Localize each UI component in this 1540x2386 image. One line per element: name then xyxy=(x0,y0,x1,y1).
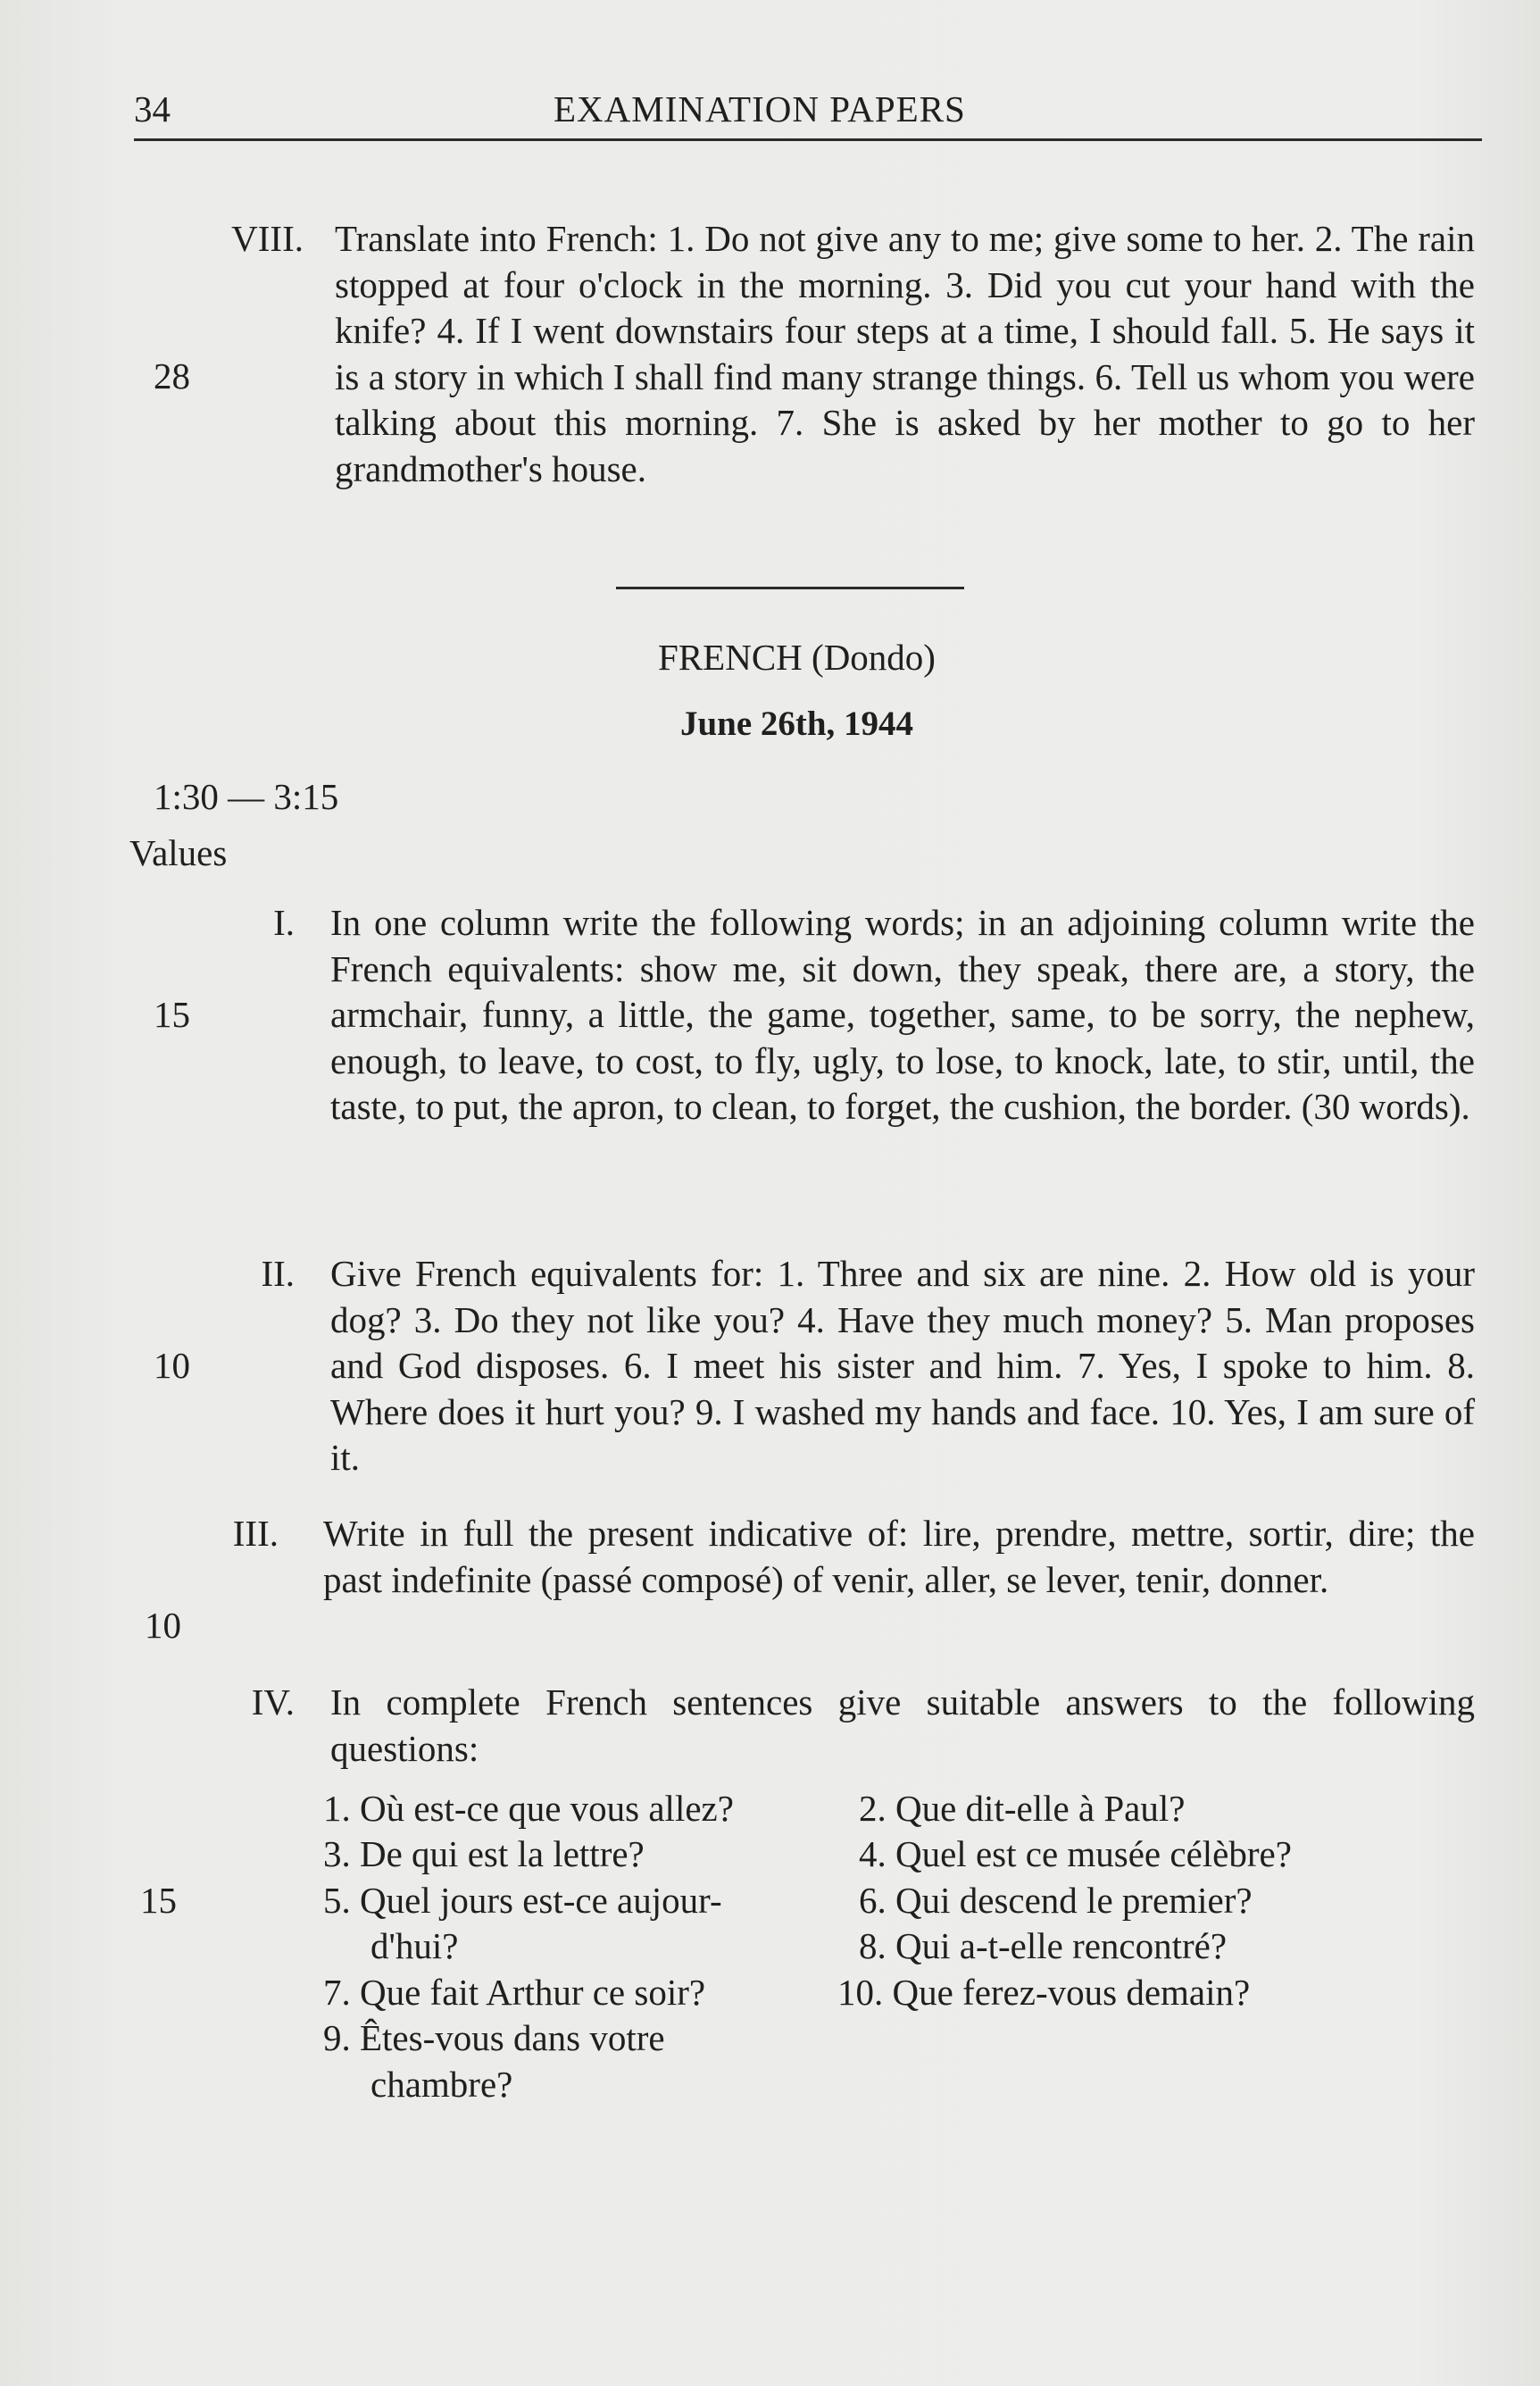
question-iii-numeral: III. xyxy=(232,1513,279,1554)
list-item: 6. Qui descend le premier? xyxy=(859,1880,1253,1921)
section-divider xyxy=(616,587,964,589)
question-ii-value: 10 xyxy=(154,1345,190,1386)
list-item: 7. Que fait Arthur ce soir? xyxy=(323,1972,706,2013)
question-iii-value: 10 xyxy=(145,1605,181,1646)
list-item: 10. Que ferez-vous demain? xyxy=(837,1972,1251,2013)
question-i-text: In one column write the following words; in an adjoining column write the French equivalents: show me, sit down, they speak, there are, a story, the armchair, funny, a little, the game, together, same, to be sorry, the nephew, enough, to leave, to cost, to fly, ugly, to lose, to knock, late, to stir, until, the taste, to put, the apron, to clean, to forget, the cushion, the border. (30 words). xyxy=(330,902,1475,1127)
list-item: 9. Êtes-vous dans votre xyxy=(323,2017,665,2058)
question-ii-numeral: II. xyxy=(261,1253,295,1294)
question-iv-numeral: IV. xyxy=(251,1681,295,1723)
list-item: 3. De qui est la lettre? xyxy=(323,1833,645,1874)
exam-date: June 26th, 1944 xyxy=(679,705,914,743)
list-item: chambre? xyxy=(370,2064,513,2105)
page-number: 34 xyxy=(134,88,171,129)
list-item: 8. Qui a-t-elle rencontré? xyxy=(859,1925,1228,1966)
running-head: EXAMINATION PAPERS xyxy=(554,88,966,129)
question-iii-text: Write in full the present indicative of: lire, prendre, mettre, sortir, dire; the past indefinite (passé composé) of venir, aller, se lever, tenir, donner. xyxy=(323,1513,1475,1600)
exam-time: 1:30 — 3:15 xyxy=(154,776,339,817)
question-viii-numeral: VIII. xyxy=(231,218,304,259)
values-label: Values xyxy=(129,832,228,873)
question-iv-value: 15 xyxy=(140,1880,177,1921)
question-viii-value: 28 xyxy=(154,355,190,396)
exam-title: FRENCH (Dondo) xyxy=(658,637,936,678)
question-viii-text: Translate into French: 1. Do not give any to me; give some to her. 2. The rain stopped at four o'clock in the morning. 3. Did you cut your hand with the knife? 4. If I went downstairs four steps at a time, I should fall. 5. He says it is a story in which I shall find many strange things. 6. Tell us whom you were talking about this morning. 7. She is asked by her mother to go to her grandmother's house. xyxy=(335,218,1475,489)
question-i-numeral: I. xyxy=(273,902,295,943)
list-item: 1. Où est-ce que vous allez? xyxy=(323,1788,734,1829)
list-item: d'hui? xyxy=(370,1925,459,1966)
list-item: 4. Quel est ce musée célèbre? xyxy=(859,1833,1292,1874)
question-i-value: 15 xyxy=(154,994,190,1035)
question-ii-text: Give French equivalents for: 1. Three and six are nine. 2. How old is your dog? 3. Do they not like you? 4. Have they much money? 5. Man proposes and God disposes. 6. I meet his sister and him. 7. Yes, I spoke to him. 8. Where does it hurt you? 9. I washed my hands and face. 10. Yes, I am sure of it. xyxy=(330,1253,1475,1478)
header-rule xyxy=(134,138,1482,141)
question-iv-text: In complete French sentences give suitable answers to the following questions: xyxy=(330,1681,1475,1769)
list-item: 2. Que dit-elle à Paul? xyxy=(859,1788,1186,1829)
page-header xyxy=(134,88,1482,141)
list-item: 5. Quel jours est-ce aujour- xyxy=(323,1880,722,1921)
